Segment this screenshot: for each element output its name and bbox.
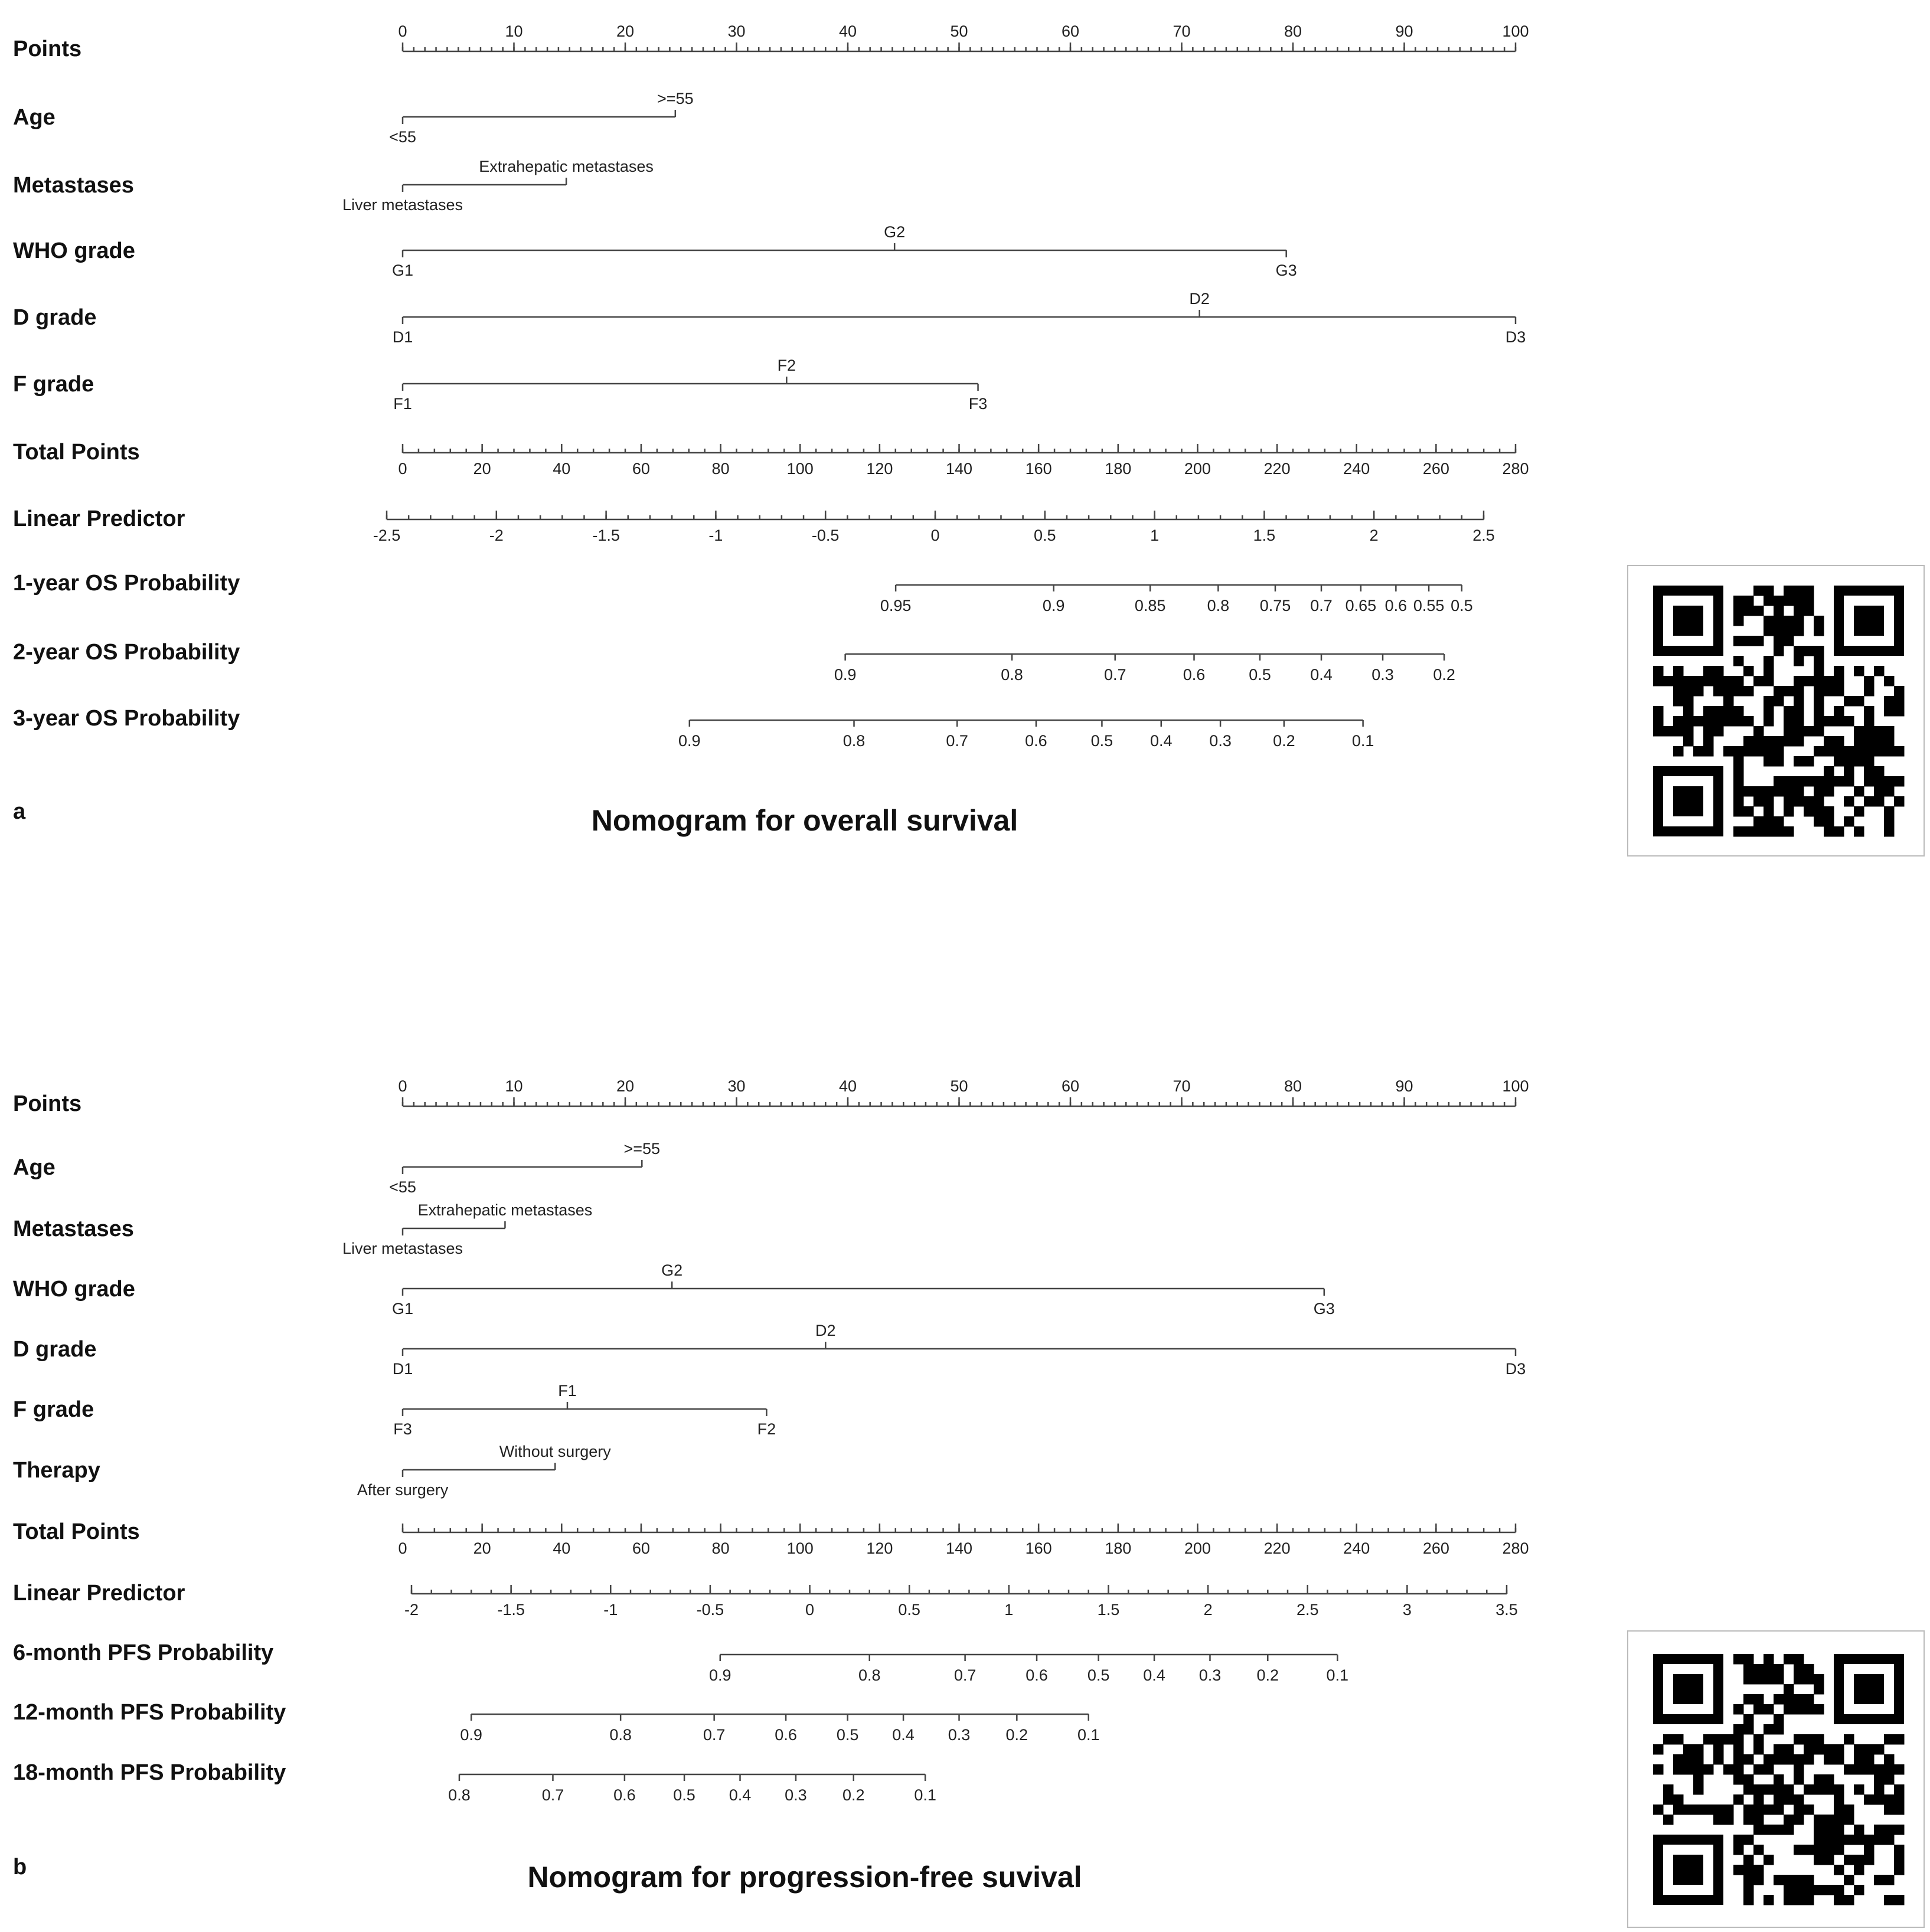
row-who-grade (13, 1261, 1335, 1318)
tick-label: 1.5 (1097, 1601, 1120, 1619)
row-who-grade (13, 223, 1297, 279)
level-label: D2 (815, 1322, 836, 1339)
level-label: Without surgery (499, 1443, 611, 1460)
row-6-month-pfs-probability (13, 1640, 1348, 1684)
tick-label: 50 (950, 22, 968, 40)
prob-tick-label: 0.75 (1259, 597, 1291, 614)
row-linear-predictor (13, 506, 1495, 544)
tick-label: -2.5 (373, 527, 401, 544)
prob-tick-label: 0.9 (1042, 597, 1065, 614)
level-label: <55 (389, 1178, 416, 1196)
row-label: 3-year OS Probability (13, 706, 240, 731)
level-label: F3 (968, 395, 988, 413)
row-1-year-os-probability (13, 571, 1473, 614)
tick-label: 90 (1395, 22, 1413, 40)
prob-tick-label: 0.8 (448, 1786, 471, 1804)
tick-label: 240 (1343, 1539, 1370, 1557)
row-points (13, 1077, 1529, 1116)
row-label: Linear Predictor (13, 1581, 185, 1606)
prob-tick-label: 0.4 (1310, 666, 1333, 684)
row-label: F grade (13, 372, 94, 397)
tick-label: 180 (1105, 460, 1132, 478)
tick-label: 100 (1502, 22, 1529, 40)
prob-tick-label: 0.4 (729, 1786, 752, 1804)
tick-label: 2 (1369, 527, 1379, 544)
row-label: 1-year OS Probability (13, 571, 240, 596)
tick-label: -2 (489, 527, 504, 544)
row-metastases (13, 158, 654, 214)
tick-label: 140 (945, 1539, 973, 1557)
level-label: G1 (391, 1300, 414, 1318)
row-3-year-os-probability (13, 706, 1374, 750)
prob-tick-label: 0.6 (613, 1786, 636, 1804)
tick-label: 60 (1061, 1077, 1080, 1095)
tick-label: 100 (1502, 1077, 1529, 1095)
prob-tick-label: 0.5 (673, 1786, 695, 1804)
row-therapy (13, 1443, 611, 1499)
qr-code-bottom (1628, 1631, 1924, 1927)
row-age (13, 90, 694, 146)
tick-label: 20 (616, 1077, 635, 1095)
prob-tick-label: 0.7 (1103, 666, 1126, 684)
row-12-month-pfs-probability (13, 1700, 1100, 1744)
row-d-grade (13, 1322, 1526, 1378)
panel-label: a (13, 799, 26, 824)
row-total-points (13, 440, 1529, 478)
tick-label: 10 (505, 22, 523, 40)
level-label: F2 (757, 1420, 776, 1438)
prob-tick-label: 0.5 (836, 1726, 859, 1744)
tick-label: 80 (711, 460, 730, 478)
prob-tick-label: 0.4 (1149, 732, 1173, 750)
row-age (13, 1140, 660, 1196)
tick-label: -2 (404, 1601, 419, 1619)
prob-tick-label: 0.6 (775, 1726, 797, 1744)
prob-tick-label: 0.95 (880, 597, 912, 614)
prob-tick-label: 0.5 (1451, 597, 1473, 614)
row-label: 12-month PFS Probability (13, 1700, 286, 1725)
panel-a-nomogram-overall-survival (13, 22, 1529, 837)
tick-label: 1 (1150, 527, 1160, 544)
level-label: F2 (777, 357, 796, 374)
row-label: Metastases (13, 1217, 134, 1241)
prob-tick-label: 0.7 (1310, 597, 1333, 614)
tick-label: 40 (838, 22, 857, 40)
tick-label: 120 (866, 460, 893, 478)
row-label: Points (13, 37, 82, 61)
row-label: WHO grade (13, 1277, 135, 1302)
prob-tick-label: 0.6 (1183, 666, 1206, 684)
prob-tick-label: 0.8 (609, 1726, 632, 1744)
tick-label: 180 (1105, 1539, 1132, 1557)
row-label: 18-month PFS Probability (13, 1760, 286, 1785)
prob-tick-label: 0.6 (1025, 732, 1047, 750)
tick-label: 80 (711, 1539, 730, 1557)
panel-b-nomogram-progression-free-survival (13, 1077, 1529, 1894)
tick-label: 220 (1263, 460, 1291, 478)
prob-tick-label: 0.2 (1005, 1726, 1028, 1744)
tick-label: 160 (1025, 1539, 1052, 1557)
row-label: Linear Predictor (13, 506, 185, 531)
prob-tick-label: 0.6 (1026, 1666, 1048, 1684)
prob-tick-label: 0.6 (1384, 597, 1408, 614)
prob-tick-label: 0.85 (1134, 597, 1166, 614)
tick-label: 40 (553, 460, 571, 478)
tick-label: 3 (1402, 1601, 1412, 1619)
row-2-year-os-probability (13, 640, 1455, 684)
row-linear-predictor (13, 1581, 1518, 1619)
tick-label: 280 (1502, 460, 1529, 478)
tick-label: 40 (553, 1539, 571, 1557)
row-label: D grade (13, 1337, 97, 1362)
level-label: >=55 (623, 1140, 661, 1158)
row-label: Age (13, 1155, 55, 1180)
level-label: >=55 (657, 90, 694, 107)
tick-label: 0 (805, 1601, 815, 1619)
prob-tick-label: 0.8 (1001, 666, 1023, 684)
prob-tick-label: 0.3 (1199, 1666, 1222, 1684)
prob-tick-label: 0.9 (708, 1666, 731, 1684)
prob-tick-label: 0.9 (460, 1726, 482, 1744)
level-label: Extrahepatic metastases (479, 158, 654, 175)
tick-label: 2.5 (1472, 527, 1495, 544)
tick-label: 80 (1284, 22, 1302, 40)
prob-tick-label: 0.2 (842, 1786, 865, 1804)
tick-label: 260 (1422, 460, 1449, 478)
row-d-grade (13, 290, 1526, 346)
prob-tick-label: 0.5 (1090, 732, 1113, 750)
level-label: F3 (393, 1420, 412, 1438)
prob-tick-label: 0.3 (1371, 666, 1394, 684)
level-label: F1 (558, 1382, 577, 1400)
tick-label: 1.5 (1253, 527, 1276, 544)
level-label: D1 (392, 328, 413, 346)
tick-label: 60 (1061, 22, 1080, 40)
level-label: <55 (389, 128, 416, 146)
tick-label: 200 (1184, 460, 1211, 478)
row-label: 2-year OS Probability (13, 640, 240, 665)
level-label: G3 (1313, 1300, 1335, 1318)
tick-label: 120 (866, 1539, 893, 1557)
level-label: After surgery (357, 1481, 449, 1499)
panel-label: b (13, 1855, 27, 1879)
tick-label: -1 (603, 1601, 618, 1619)
prob-tick-label: 0.2 (1433, 666, 1455, 684)
tick-label: 0 (398, 1539, 407, 1557)
level-label: G2 (884, 223, 906, 241)
tick-label: 0 (398, 22, 407, 40)
tick-label: 1 (1004, 1601, 1014, 1619)
row-label: 6-month PFS Probability (13, 1640, 274, 1665)
prob-tick-label: 0.1 (1351, 732, 1374, 750)
level-label: G1 (391, 261, 414, 279)
prob-tick-label: 0.4 (892, 1726, 915, 1744)
tick-label: 160 (1025, 460, 1052, 478)
tick-label: -0.5 (811, 527, 840, 544)
prob-tick-label: 0.55 (1413, 597, 1445, 614)
tick-label: 100 (786, 460, 814, 478)
tick-label: 0 (398, 1077, 407, 1095)
level-label: D1 (392, 1360, 413, 1378)
tick-label: 30 (727, 22, 746, 40)
tick-label: 20 (473, 460, 491, 478)
tick-label: 30 (727, 1077, 746, 1095)
tick-label: 0.5 (898, 1601, 920, 1619)
tick-label: -1.5 (497, 1601, 525, 1619)
tick-label: 200 (1184, 1539, 1211, 1557)
row-label: Age (13, 105, 55, 130)
prob-tick-label: 0.2 (1273, 732, 1295, 750)
tick-label: 70 (1173, 1077, 1191, 1095)
tick-label: 0 (930, 527, 940, 544)
level-label: D3 (1505, 1360, 1526, 1378)
prob-tick-label: 0.5 (1087, 1666, 1110, 1684)
prob-tick-label: 0.5 (1249, 666, 1271, 684)
level-label: Extrahepatic metastases (417, 1201, 593, 1219)
tick-label: -1.5 (592, 527, 620, 544)
row-label: F grade (13, 1397, 94, 1422)
tick-label: 80 (1284, 1077, 1302, 1095)
row-label: Therapy (13, 1458, 100, 1483)
level-label: Liver metastases (342, 196, 463, 214)
prob-tick-label: 0.1 (914, 1786, 936, 1804)
prob-tick-label: 0.3 (948, 1726, 971, 1744)
prob-tick-label: 0.3 (785, 1786, 807, 1804)
tick-label: 100 (786, 1539, 814, 1557)
level-label: G3 (1275, 261, 1297, 279)
tick-label: 280 (1502, 1539, 1529, 1557)
prob-tick-label: 0.1 (1326, 1666, 1349, 1684)
row-label: Total Points (13, 1519, 140, 1544)
prob-tick-label: 0.8 (1207, 597, 1230, 614)
tick-label: 60 (632, 1539, 650, 1557)
prob-tick-label: 0.7 (541, 1786, 564, 1804)
level-label: F1 (393, 395, 412, 413)
tick-label: 140 (945, 460, 973, 478)
prob-tick-label: 0.7 (703, 1726, 726, 1744)
row-18-month-pfs-probability (13, 1760, 936, 1804)
tick-label: 40 (838, 1077, 857, 1095)
prob-tick-label: 0.9 (834, 666, 857, 684)
tick-label: 20 (473, 1539, 491, 1557)
prob-tick-label: 0.8 (858, 1666, 881, 1684)
level-label: Liver metastases (342, 1240, 463, 1257)
tick-label: 0.5 (1034, 527, 1056, 544)
prob-tick-label: 0.8 (842, 732, 866, 750)
tick-label: 2 (1203, 1601, 1213, 1619)
tick-label: 240 (1343, 460, 1370, 478)
prob-tick-label: 0.2 (1256, 1666, 1279, 1684)
chart-title: Nomogram for progression-free suvival (527, 1861, 1082, 1894)
tick-label: 260 (1422, 1539, 1449, 1557)
tick-label: 2.5 (1296, 1601, 1319, 1619)
row-f-grade (13, 1382, 776, 1438)
level-label: D3 (1505, 328, 1526, 346)
tick-label: 3.5 (1495, 1601, 1518, 1619)
row-label: Points (13, 1091, 82, 1116)
row-metastases (13, 1201, 592, 1257)
row-label: WHO grade (13, 238, 135, 263)
chart-title: Nomogram for overall survival (591, 804, 1018, 837)
prob-tick-label: 0.3 (1209, 732, 1232, 750)
row-label: Total Points (13, 440, 140, 465)
prob-tick-label: 0.7 (953, 1666, 977, 1684)
tick-label: 10 (505, 1077, 523, 1095)
level-label: G2 (661, 1261, 683, 1279)
tick-label: 70 (1173, 22, 1191, 40)
prob-tick-label: 0.1 (1077, 1726, 1100, 1744)
tick-label: 20 (616, 22, 635, 40)
row-points (13, 22, 1529, 61)
tick-label: 220 (1263, 1539, 1291, 1557)
tick-label: -0.5 (696, 1601, 724, 1619)
prob-tick-label: 0.7 (946, 732, 968, 750)
row-f-grade (13, 357, 987, 413)
prob-tick-label: 0.65 (1345, 597, 1377, 614)
tick-label: -1 (708, 527, 723, 544)
row-label: D grade (13, 305, 97, 330)
row-label: Metastases (13, 173, 134, 198)
prob-tick-label: 0.4 (1143, 1666, 1165, 1684)
level-label: D2 (1189, 290, 1210, 308)
tick-label: 90 (1395, 1077, 1413, 1095)
qr-code-top (1628, 565, 1924, 856)
tick-label: 60 (632, 460, 650, 478)
row-total-points (13, 1519, 1529, 1557)
tick-label: 0 (398, 460, 407, 478)
prob-tick-label: 0.9 (678, 732, 701, 750)
tick-label: 50 (950, 1077, 968, 1095)
